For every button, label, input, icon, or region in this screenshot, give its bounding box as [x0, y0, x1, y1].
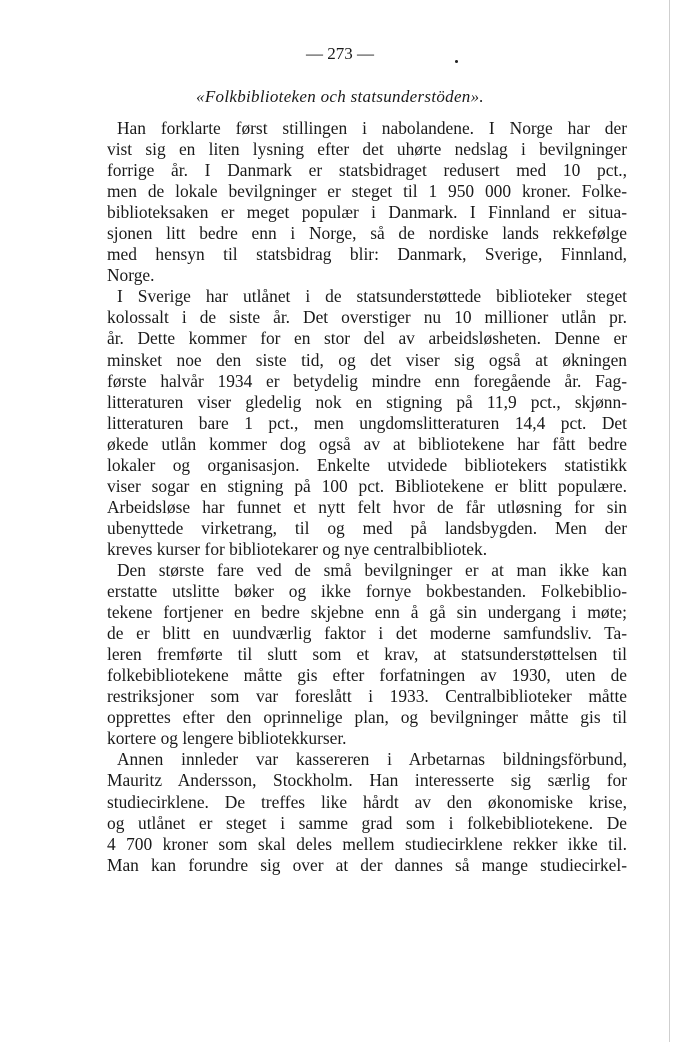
page-edge	[669, 0, 670, 1042]
text-line: Mauritz Andersson, Stockholm. Han interesserte sig særlig for	[107, 770, 627, 791]
text-line: forrige år. I Danmark er statsbidraget redusert med 10 pct.,	[107, 160, 627, 181]
text-line: leren fremførte til slutt som et krav, at statsunderstøttelsen til	[107, 644, 627, 665]
text-line: minsket noe den siste tid, og det viser sig også at økningen	[107, 349, 627, 370]
text-line: kreves kurser for bibliotekarer og nye centralbibliotek.	[107, 538, 488, 559]
body-text	[107, 118, 627, 876]
text-line: ubenyttede virketrang, til og med på landsbygden. Men der	[107, 517, 627, 538]
paragraph	[107, 560, 627, 749]
text-line: første halvår 1934 er betydelig mindre enn foregående år. Fag-	[107, 370, 627, 391]
text-line: de er blitt en uundværlig faktor i det moderne samfundsliv. Ta-	[107, 623, 627, 644]
text-line: litteraturen viser gledelig nok en stigning på 11,9 pct., skjønn-	[107, 391, 627, 412]
section-heading: «Folkbiblioteken och statsunderstöden».	[196, 87, 484, 106]
text-line: restriksjoner som var foreslått i 1933. Centralbiblioteker måtte	[107, 686, 627, 707]
paragraph	[107, 286, 627, 560]
text-line: tekene fortjener en bedre skjebne enn å gå sin undergang i møte;	[107, 602, 627, 623]
text-line: viser sogar en stigning på 100 pct. Bibliotekene er blitt populære.	[107, 475, 627, 496]
paragraph	[107, 749, 627, 875]
text-line: økede utlån kommer dog også av at bibliotekene har fått bedre	[107, 433, 627, 454]
text-line: kolossalt i de siste år. Det overstiger nu 10 millioner utlån pr.	[107, 307, 627, 328]
text-line: Man kan forundre sig over at der dannes så mange studiecirkel-	[107, 854, 627, 875]
text-line: biblioteksaken er meget populær i Danmark. I Finnland er situa-	[107, 202, 627, 223]
paragraph	[107, 118, 627, 286]
text-line: med hensyn til statsbidrag blir: Danmark, Sverige, Finnland,	[107, 244, 627, 265]
text-line: 4 700 kroner som skal deles mellem studiecirklene rekker ikke til.	[107, 833, 627, 854]
text-line: men de lokale bevilgninger er steget til 1 950 000 kroner. Folke-	[107, 181, 627, 202]
text-line: Han forklarte først stillingen i nabolandene. I Norge har der	[117, 118, 627, 138]
text-line: kortere og lengere bibliotekkurser.	[107, 728, 347, 749]
page-number: — 273 —	[306, 44, 374, 63]
text-line: Norge.	[107, 265, 155, 286]
text-line: erstatte utslitte bøker og ikke fornye bokbestanden. Folkebiblio-	[107, 581, 627, 602]
text-line: vist sig en liten lysning efter det uhørte nedslag i bevilgninger	[107, 139, 627, 160]
text-line: folkebibliotekene måtte gis efter forfatningen av 1930, uten de	[107, 665, 627, 686]
text-line: og utlånet er steget i samme grad som i folkebibliotekene. De	[107, 812, 627, 833]
text-line: lokaler og organisasjon. Enkelte utvidede bibliotekers statistikk	[107, 454, 627, 475]
text-line: år. Dette kommer for en stor del av arbeidsløsheten. Denne er	[107, 328, 627, 349]
text-line: opprettes efter den oprinnelige plan, og bevilgninger måtte gis til	[107, 707, 627, 728]
speck-mark	[455, 60, 458, 63]
text-line: litteraturen bare 1 pct., men ungdomslitteraturen 14,4 pct. Det	[107, 412, 627, 433]
text-line: Arbeidsløse har funnet et nytt felt hvor de får utløsning for sin	[107, 496, 627, 517]
text-line: Den største fare ved de små bevilgninger er at man ikke kan	[117, 559, 627, 580]
text-line: Annen innleder var kassereren i Arbetarnas bildningsförbund,	[117, 749, 627, 770]
text-line: I Sverige har utlånet i de statsunderstøttede biblioteker steget	[117, 286, 627, 307]
text-line: sjonen litt bedre enn i Norge, så de nordiske lands rekkefølge	[107, 223, 627, 244]
text-line: studiecirklene. De treffes like hårdt av den økonomiske krise,	[107, 791, 627, 812]
